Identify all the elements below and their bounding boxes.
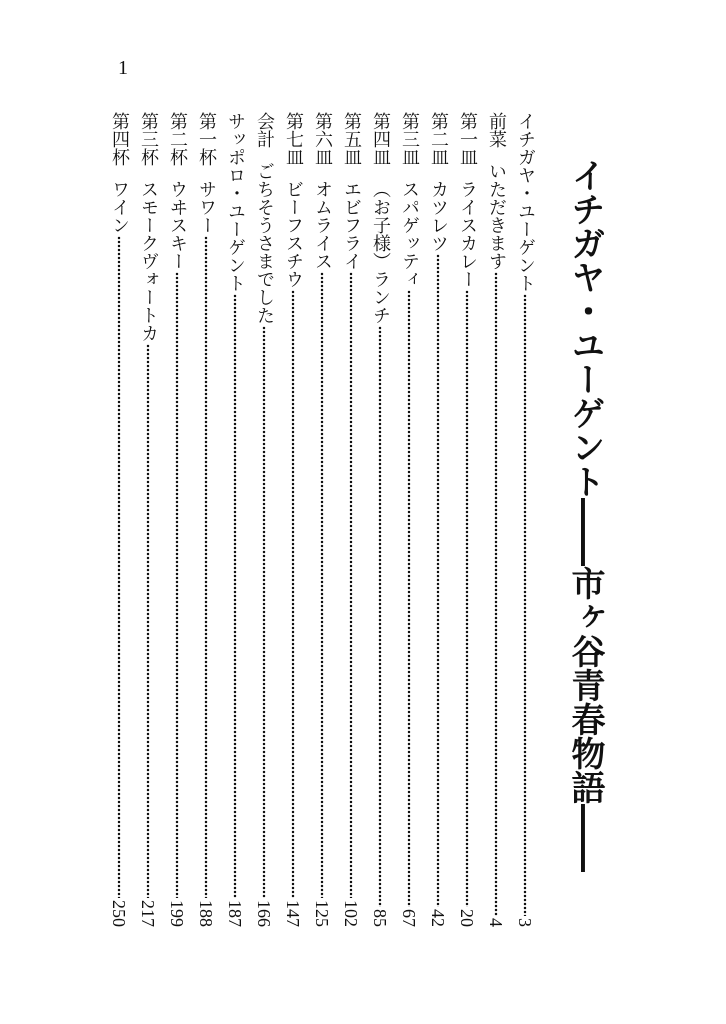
toc-leader-dots bbox=[340, 272, 362, 898]
toc-entry-title: サワー bbox=[196, 180, 217, 234]
toc-entry-page: 102 bbox=[341, 900, 361, 927]
toc-entry bbox=[456, 112, 478, 927]
toc-leader-dots bbox=[282, 290, 304, 898]
toc-entry-label: 第三杯 bbox=[138, 112, 159, 166]
toc-entry bbox=[282, 112, 304, 927]
toc-entry bbox=[369, 112, 391, 927]
toc-entry-title: スモークヴォートカ bbox=[138, 180, 159, 342]
toc-entry-title: カツレツ bbox=[428, 180, 449, 252]
toc-entry-page: 250 bbox=[109, 900, 129, 927]
toc-leader-dots bbox=[108, 236, 130, 898]
toc-leader-dots bbox=[456, 290, 478, 907]
toc-entry bbox=[340, 112, 362, 927]
toc-leader-dots bbox=[514, 294, 536, 916]
toc-entry-label: 第二杯 bbox=[167, 112, 188, 166]
toc-entry-label: 第五皿 bbox=[341, 112, 362, 166]
toc-entry-title: エビフライ bbox=[341, 180, 362, 270]
toc-entry-label: 第四杯 bbox=[109, 112, 130, 166]
toc-leader-dots bbox=[485, 272, 507, 916]
toc-entry-page: 20 bbox=[457, 909, 477, 927]
toc-entry-page: 199 bbox=[167, 900, 187, 927]
toc-leader-dots bbox=[224, 294, 246, 898]
toc-entry-label: 第三皿 bbox=[399, 112, 420, 166]
toc-entry-title: ウヰスキー bbox=[167, 180, 188, 270]
toc-entry bbox=[108, 112, 130, 927]
toc-entry-label: 第一皿 bbox=[457, 112, 478, 166]
toc-entry-label: 会計 bbox=[254, 112, 275, 148]
toc-entry bbox=[166, 112, 188, 927]
toc-leader-dots bbox=[253, 326, 275, 898]
toc-entry-title: オムライス bbox=[312, 180, 333, 270]
toc-entry-page: 42 bbox=[428, 909, 448, 927]
toc-leader-dots bbox=[137, 344, 159, 898]
toc-entry-page: 67 bbox=[399, 909, 419, 927]
toc-entry-page: 187 bbox=[225, 900, 245, 927]
toc-entry-title: スパゲッティ bbox=[399, 180, 420, 288]
toc-entry bbox=[195, 112, 217, 927]
toc-entry-page: 188 bbox=[196, 900, 216, 927]
toc-entry-title: ワイン bbox=[109, 180, 130, 234]
toc-entry-page: 147 bbox=[283, 900, 303, 927]
toc-entry bbox=[485, 112, 507, 927]
toc-entry-page: 3 bbox=[515, 918, 535, 927]
toc-leader-dots bbox=[311, 272, 333, 898]
toc-entry-title: ビーフスチウ bbox=[283, 180, 304, 288]
toc-leader-dots bbox=[166, 272, 188, 898]
toc-entry bbox=[398, 112, 420, 927]
toc-entry-label: 第六皿 bbox=[312, 112, 333, 166]
toc-entry-page: 166 bbox=[254, 900, 274, 927]
toc-entry-label: 第七皿 bbox=[283, 112, 304, 166]
toc-entry-title: ごちそうさまでした bbox=[254, 162, 275, 324]
toc-entry-title: （お子様）ランチ bbox=[370, 180, 391, 324]
toc-entry-label: 第一杯 bbox=[196, 112, 217, 166]
toc-entry bbox=[137, 112, 159, 927]
toc-entry-title: イチガヤ・ユーゲント bbox=[515, 112, 536, 292]
toc-entry-page: 125 bbox=[312, 900, 332, 927]
toc-leader-dots bbox=[398, 290, 420, 907]
toc-entry bbox=[427, 112, 449, 927]
toc-entry bbox=[224, 112, 246, 927]
toc-entry-title: いただきます bbox=[486, 162, 507, 270]
toc-entry bbox=[514, 112, 536, 927]
toc-entry-page: 4 bbox=[486, 918, 506, 927]
toc-entry-label: 第四皿 bbox=[370, 112, 391, 166]
toc-leader-dots bbox=[369, 326, 391, 907]
toc-entry-page: 217 bbox=[138, 900, 158, 927]
toc-leader-dots bbox=[195, 236, 217, 898]
toc-leader-dots bbox=[427, 254, 449, 907]
toc-entry bbox=[311, 112, 333, 927]
toc-entry-label: 第二皿 bbox=[428, 112, 449, 166]
book-title: イチガヤ・ユーゲント――市ヶ谷青春物語―― bbox=[565, 158, 605, 872]
page-number: 1 bbox=[118, 57, 128, 79]
toc-entry-page: 85 bbox=[370, 909, 390, 927]
table-of-contents bbox=[108, 112, 536, 927]
toc-entry bbox=[253, 112, 275, 927]
toc-entry-title: サッポロ・ユーゲント bbox=[225, 112, 246, 292]
toc-entry-title: ライスカレー bbox=[457, 180, 478, 288]
toc-entry-label: 前菜 bbox=[486, 112, 507, 148]
